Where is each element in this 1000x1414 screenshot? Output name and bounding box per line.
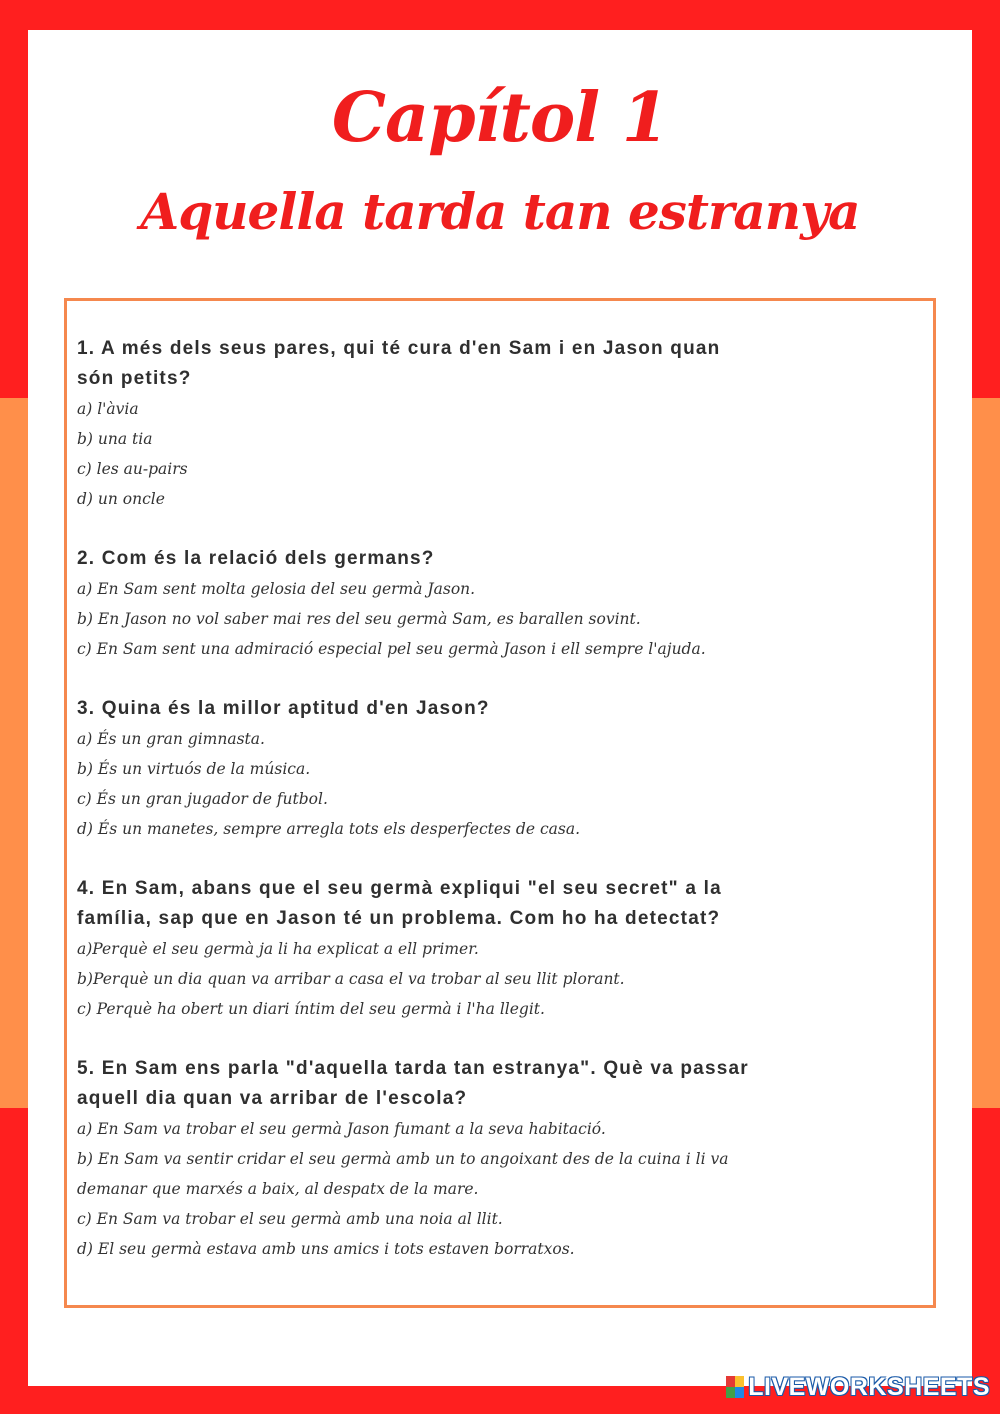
question-text: 1. A més dels seus pares, qui té cura d'en Sam i en Jason quan — [77, 338, 721, 359]
answer-option[interactable]: d) un oncle — [77, 490, 165, 508]
answer-option[interactable]: demanar que marxés a baix, al despatx de la mare. — [77, 1180, 479, 1198]
question-text: família, sap que en Jason té un problema. Com ho ha detectat? — [77, 908, 721, 929]
answer-option[interactable]: a) En Sam va trobar el seu germà Jason fumant a la seva habitació. — [77, 1120, 606, 1138]
answer-option[interactable]: c) En Sam va trobar el seu germà amb una noia al llit. — [77, 1210, 503, 1228]
answer-option[interactable]: c) Perquè ha obert un diari íntim del seu germà i l'ha llegit. — [77, 1000, 545, 1018]
chapter-title: Capítol 1 — [331, 78, 669, 158]
answer-option[interactable]: c) És un gran jugador de futbol. — [77, 790, 328, 808]
logo-square — [726, 1376, 735, 1387]
answer-option[interactable]: b)Perquè un dia quan va arribar a casa el va trobar al seu llit plorant. — [77, 970, 625, 988]
liveworksheets-watermark — [726, 1370, 990, 1404]
liveworksheets-logo-icon — [726, 1376, 744, 1398]
logo-square — [735, 1376, 744, 1387]
question-5 — [77, 1054, 837, 1264]
logo-square — [726, 1387, 735, 1398]
answer-option[interactable]: b) En Jason no vol saber mai res del seu germà Sam, es barallen sovint. — [77, 610, 641, 628]
answer-option[interactable]: a) És un gran gimnasta. — [77, 730, 265, 748]
answer-option[interactable]: b) En Sam va sentir cridar el seu germà amb un to angoixant des de la cuina i li va — [77, 1150, 729, 1168]
answer-option[interactable]: a)Perquè el seu germà ja li ha explicat a ell primer. — [77, 940, 479, 958]
question-4 — [77, 874, 837, 1024]
chapter-subtitle: Aquella tarda tan estranya — [140, 182, 860, 241]
answer-option[interactable]: a) En Sam sent molta gelosia del seu germà Jason. — [77, 580, 476, 598]
answer-option[interactable]: c) les au-pairs — [77, 460, 188, 478]
question-list — [77, 334, 837, 1294]
watermark-text: LIVEWORKSHEETS — [748, 1372, 990, 1401]
answer-option[interactable]: b) una tia — [77, 430, 153, 448]
answer-option[interactable]: c) En Sam sent una admiració especial pel seu germà Jason i ell sempre l'ajuda. — [77, 640, 706, 658]
question-text: són petits? — [77, 368, 192, 389]
answer-option[interactable]: b) És un virtuós de la música. — [77, 760, 311, 778]
question-3 — [77, 694, 837, 844]
question-text: aquell dia quan va arribar de l'escola? — [77, 1088, 468, 1109]
question-1 — [77, 334, 837, 514]
logo-square — [735, 1387, 744, 1398]
question-2 — [77, 544, 837, 664]
question-text: 5. En Sam ens parla "d'aquella tarda tan estranya". Què va passar — [77, 1058, 749, 1079]
question-text: 2. Com és la relació dels germans? — [77, 548, 435, 569]
answer-option[interactable]: a) l'àvia — [77, 400, 139, 418]
question-text: 4. En Sam, abans que el seu germà expliqui "el seu secret" a la — [77, 878, 722, 899]
question-text: 3. Quina és la millor aptitud d'en Jason? — [77, 698, 490, 719]
answer-option[interactable]: d) El seu germà estava amb uns amics i tots estaven borratxos. — [77, 1240, 575, 1258]
answer-option[interactable]: d) És un manetes, sempre arregla tots els desperfectes de casa. — [77, 820, 581, 838]
